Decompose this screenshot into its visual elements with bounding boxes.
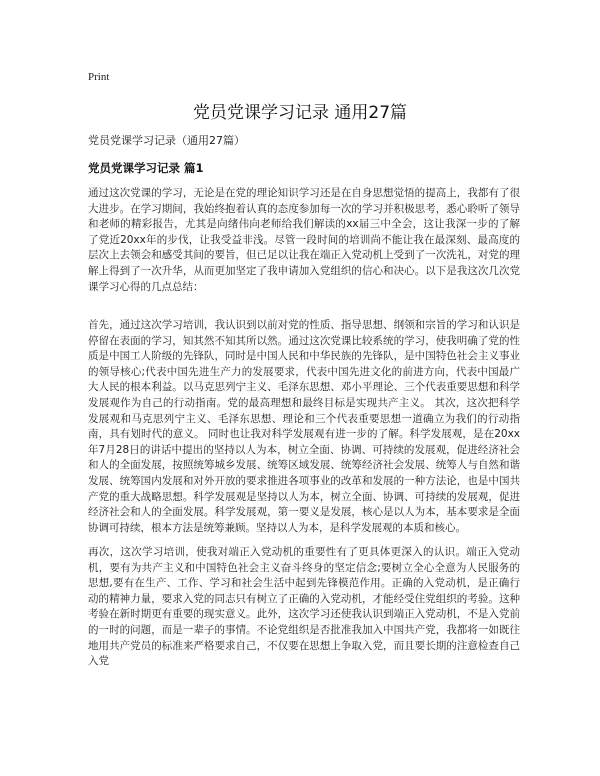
page-title: 党员党课学习记录 通用27篇 <box>192 103 408 123</box>
body-paragraph: 首先，通过这次学习培训，我认识到以前对党的性质、指导思想、纲领和宗旨的学习和认识是停留在表面的学习，知其然不知其所以然。通过这次党课比较系统的学习，使我明确了党的性质是中国工人阶级的先锋队，同时是中国人民和中华民族的先锋队，是中国特色社会主义事业的领导核心;代表中国先进生产力的发展要求，代表中国先进文化的前进方向，代表中国最广大人民的根本利益。以马克思列宁主义、毛泽东思想、邓小平理论、三个代表重要思想和科学发展观作为自己的行动指南。党的最高理想和最终目标是实现共产主义。 其次，这次把科学发展观和马克思列宁主义、毛泽东思想、理论和三个代表重要思想一道确立为我们的行动指南，具有划时代的意义。 同时也让我对科学发展观有进一步的了解。科学发展观，是在20xx年7月28日的讲话中提出的坚持以人为本，树立全面、协调、可持续的发展观，促进经济社会和人的全面发展，按照统筹城乡发展、统筹区域发展、统筹经济社会发展、统筹人与自然和谐发展、统筹国内发展和对外开放的要求推进各项事业的改革和发展的一种方法论，也是中国共产党的重大战略思想。科学发展观是坚持以人为本，树立全面、协调、可持续的发展观，促进经济社会和人的全面发展。科学发展观，第一要义是发展，核心是以人为本，基本要求是全面协调可持续，根本方法是统筹兼顾。坚持以人为本，是科学发展观的本质和核心。 <box>88 319 520 534</box>
body-paragraph: 通过这次党课的学习，无论是在党的理论知识学习还是在自身思想觉悟的提高上，我都有了很大进步。在学习期间，我始终抱着认真的态度参加每一次的学习并积极思考，悉心聆听了领导和老师的精彩报告，尤其是向绪伟向老师给我们解读的xx届三中全会，这让我深一步的了解了党近20xx年的步伐，让我受益非浅。尽管一段时间的培训尚不能让我在最深刻、最高度的层次上去领会和感受其间的要旨，但已足以让我在端正入党动机上受到了一次洗礼，对党的理解上得到了一次升华，从而更加坚定了我申请加入党组织的信心和决心。以下是我这次几次党课学习心得的几点总结： <box>88 187 520 293</box>
section-heading: 党员党课学习记录 篇1 <box>88 161 204 175</box>
body-paragraph: 再次，这次学习培训，使我对端正入党动机的重要性有了更具体更深入的认识。端正入党动机，要有为共产主义和中国特色社会主义奋斗终身的坚定信念;要树立全心全意为人民服务的思想,要有在生产、工作、学习和社会生活中起到先锋模范作用。正确的入党动机，是正确行动的精神力量，要求入党的同志只有树立了正确的入党动机，才能经受住党组织的考验。这种考验在新时期更有重要的现实意义。此外，这次学习还使我认识到端正入党动机，不是入党前的一时的问题，而是一辈子的事情。不论党组织是否批准我加入中国共产党，我都将一如既往地用共产党员的标准来严格要求自己，不仅要在思想上争取入党，而且要长期的注意检查自己入党 <box>88 546 520 668</box>
print-label[interactable]: Print <box>88 71 110 83</box>
document-subtitle: 党员党课学习记录（通用27篇） <box>88 134 245 147</box>
